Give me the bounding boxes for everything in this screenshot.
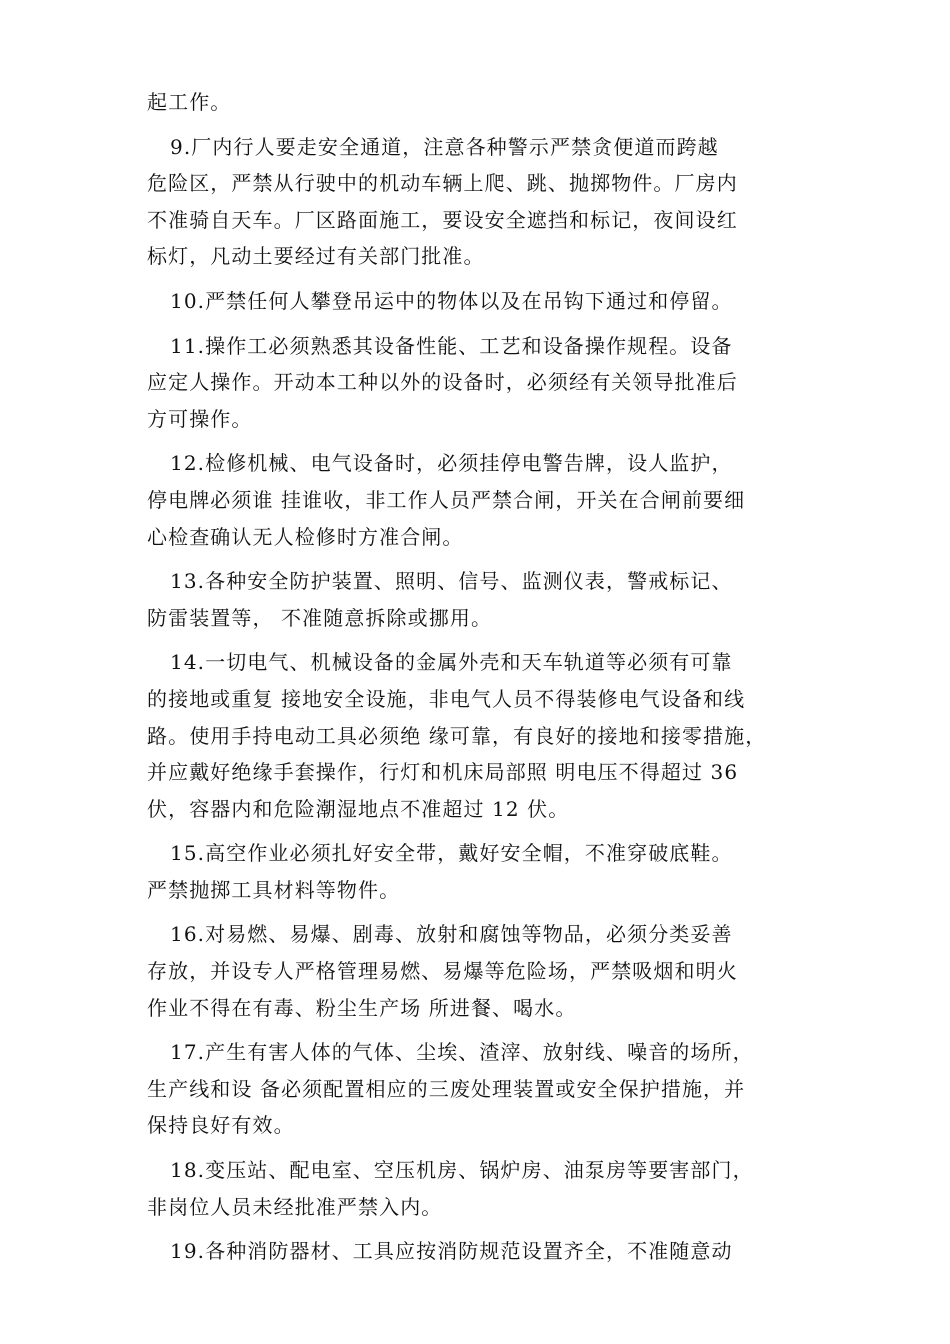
text-line: 16.对易燃、易爆、剧毒、放射和腐蚀等物品，必须分类妥善 xyxy=(170,922,733,947)
paragraph xyxy=(147,1152,819,1225)
text-line: 保持良好有效。 xyxy=(147,1113,295,1138)
text-line: 存放，并设专人严格管理易燃、易爆等危险场，严禁吸烟和明火 xyxy=(147,959,738,984)
text-line: 生产线和设 备必须配置相应的三废处理装置或安全保护措施，并 xyxy=(147,1076,746,1101)
text-line: 11.操作工必须熟悉其设备性能、工艺和设备操作规程。设备 xyxy=(170,333,733,358)
paragraph xyxy=(147,835,819,908)
text-line: 不准骑自天车。厂区路面施工，要设安全遮挡和标记，夜间设红 xyxy=(147,207,738,232)
paragraph xyxy=(147,328,819,438)
text-line: 伏，容器内和危险潮湿地点不准超过 12 伏。 xyxy=(147,796,570,821)
paragraph xyxy=(147,283,819,320)
paragraph xyxy=(147,1034,819,1144)
text-line: 停电牌必须谁 挂谁收，非工作人员严禁合闸，开关在合闸前要细 xyxy=(147,487,746,512)
text-line: 9.厂内行人要走安全通道，注意各种警示严禁贪便道而跨越 xyxy=(170,134,719,159)
paragraph xyxy=(147,129,819,275)
text-line: 标灯，凡动土要经过有关部门批准。 xyxy=(147,244,485,269)
paragraph xyxy=(147,563,819,636)
paragraph xyxy=(147,1233,819,1270)
text-line: 防雷装置等， 不准随意拆除或挪用。 xyxy=(147,605,493,630)
text-line: 19.各种消防器材、工具应按消防规范设置齐全，不准随意动 xyxy=(170,1239,733,1264)
text-line: 严禁抛掷工具材料等物件。 xyxy=(147,877,401,902)
text-line: 作业不得在有毒、粉尘生产场 所进餐、喝水。 xyxy=(147,995,577,1020)
text-line: 非岗位人员未经批准严禁入内。 xyxy=(147,1194,443,1219)
text-line: 的接地或重复 接地安全设施，非电气人员不得装修电气设备和线 xyxy=(147,686,746,711)
text-line: 应定人操作。开动本工种以外的设备时，必须经有关领导批准后 xyxy=(147,370,738,395)
text-line: 并应戴好绝缘手套操作，行灯和机床局部照 明电压不得超过 36 xyxy=(147,760,739,785)
paragraph xyxy=(147,84,819,121)
text-line: 心检查确认无人检修时方准合闸。 xyxy=(147,524,464,549)
paragraph xyxy=(147,644,819,827)
text-line: 15.高空作业必须扎好安全带，戴好安全帽，不准穿破底鞋。 xyxy=(170,841,733,866)
paragraph xyxy=(147,445,819,555)
text-line: 路。使用手持电动工具必须绝 缘可靠，有良好的接地和接零措施， xyxy=(147,723,767,748)
text-line: 起工作。 xyxy=(147,90,232,114)
paragraph xyxy=(147,916,819,1026)
document-page xyxy=(147,84,819,1278)
text-line: 12.检修机械、电气设备时，必须挂停电警告牌，设人监护， xyxy=(170,451,733,476)
text-line: 14.一切电气、机械设备的金属外壳和天车轨道等必须有可靠 xyxy=(170,650,733,675)
text-line: 危险区，严禁从行驶中的机动车辆上爬、跳、抛掷物件。厂房内 xyxy=(147,171,738,196)
text-line: 17.产生有害人体的气体、尘埃、渣滓、放射线、噪音的场所， xyxy=(170,1040,754,1065)
text-line: 13.各种安全防护装置、照明、信号、监测仪表，警戒标记、 xyxy=(170,569,733,594)
text-line: 方可操作。 xyxy=(147,406,253,431)
text-line: 10.严禁任何人攀登吊运中的物体以及在吊钩下通过和停留。 xyxy=(170,288,733,313)
text-line: 18.变压站、配电室、空压机房、锅炉房、油泵房等要害部门， xyxy=(170,1158,754,1183)
